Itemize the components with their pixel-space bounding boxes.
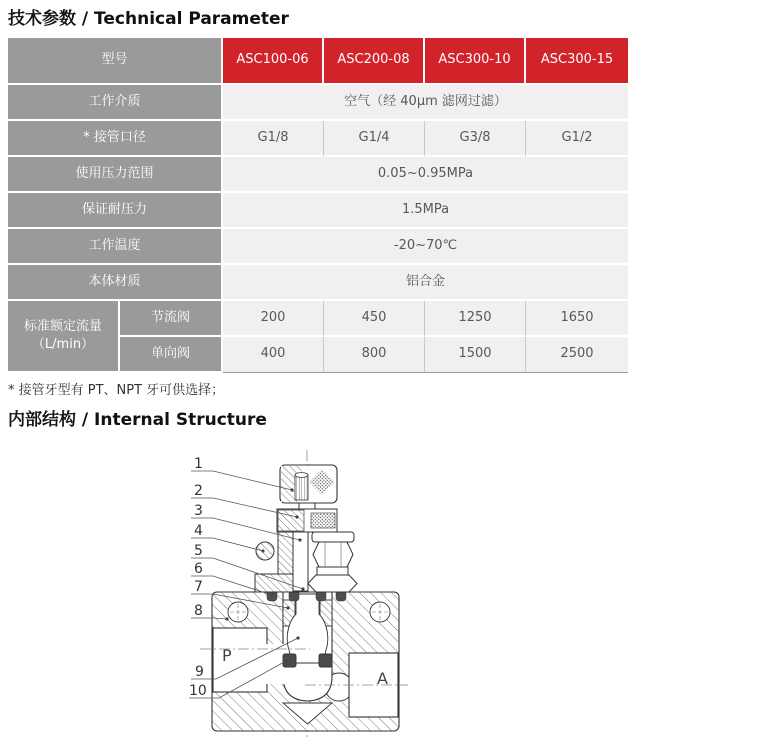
bonnet-plate — [312, 532, 354, 542]
lock-nut-knurl — [311, 513, 335, 528]
internal-cartridge — [283, 594, 332, 667]
row-value: 1650 — [526, 301, 628, 337]
table-row-port-size — [8, 121, 628, 157]
technical-parameter-table — [8, 38, 628, 373]
table-header-row — [8, 38, 628, 85]
flow-group-label-line1: 标准额定流量 — [23, 319, 102, 335]
row-value: 0.05~0.95MPa — [223, 157, 628, 193]
callout-8: 8 — [194, 603, 203, 619]
internal-structure-diagram — [0, 440, 760, 740]
table-row-body-material — [8, 265, 628, 301]
callout-7: 7 — [194, 579, 203, 595]
lock-nut — [277, 503, 337, 532]
port-a-label: A — [377, 669, 388, 688]
callout-4: 4 — [194, 523, 203, 539]
row-value: 2500 — [526, 337, 628, 373]
port-p-label: P — [222, 646, 232, 665]
internal-structure-title: 内部结构 / Internal Structure — [8, 410, 267, 430]
model-header-cell: 型号 — [8, 38, 223, 85]
needle-stem-hatched — [278, 532, 293, 574]
flow-group-label-line2: （L/min） — [31, 337, 95, 352]
row-value: 450 — [324, 301, 425, 337]
callout-3: 3 — [194, 503, 203, 519]
row-value: G1/8 — [223, 121, 324, 157]
table-row-temperature — [8, 229, 628, 265]
table-row-flow-throttle — [8, 301, 628, 337]
row-value: 200 — [223, 301, 324, 337]
table-row-medium — [8, 85, 628, 121]
row-value: 铝合金 — [223, 265, 628, 301]
stem-ball — [256, 542, 274, 560]
row-value: G1/2 — [526, 121, 628, 157]
bonnet-hex-upper — [313, 542, 353, 567]
callout-10: 10 — [189, 683, 207, 699]
row-label: 本体材质 — [8, 265, 223, 301]
bonnet-neck — [317, 567, 348, 575]
row-value: G3/8 — [425, 121, 526, 157]
technical-parameter-title: 技术参数 / Technical Parameter — [8, 9, 289, 29]
model-cell-asc300-10: ASC300-10 — [425, 38, 526, 85]
row-label: 使用压力范围 — [8, 157, 223, 193]
row-sublabel: 节流阀 — [120, 301, 223, 337]
row-value: -20~70℃ — [223, 229, 628, 265]
callout-5: 5 — [194, 543, 203, 559]
bonnet-hex-lower — [308, 575, 357, 592]
callout-2: 2 — [194, 483, 203, 499]
row-value: 800 — [324, 337, 425, 373]
knob-screw-knurl — [295, 475, 308, 500]
callout-numbers — [189, 456, 207, 699]
model-cell-asc100-06: ASC100-06 — [223, 38, 324, 85]
row-value: G1/4 — [324, 121, 425, 157]
model-cell-asc300-15: ASC300-15 — [526, 38, 628, 85]
table-row-proof-pressure — [8, 193, 628, 229]
row-label: 保证耐压力 — [8, 193, 223, 229]
row-value: 1250 — [425, 301, 526, 337]
seat-seal-right — [319, 654, 332, 667]
stem-and-bonnet — [255, 531, 357, 592]
row-value: 400 — [223, 337, 324, 373]
callout-1: 1 — [194, 456, 203, 472]
row-value: 1500 — [425, 337, 526, 373]
row-label: * 接管口径 — [8, 121, 223, 157]
flow-group-label — [8, 301, 120, 373]
callout-9: 9 — [195, 664, 204, 680]
adjustment-knob — [280, 465, 337, 503]
model-cell-asc200-08: ASC200-08 — [324, 38, 425, 85]
footnote: * 接管牙型有 PT、NPT 牙可供选择； — [8, 383, 225, 398]
row-value: 空气（经 40μm 滤网过滤） — [223, 85, 628, 121]
table-row-pressure-range — [8, 157, 628, 193]
callout-6: 6 — [194, 561, 203, 577]
row-value: 1.5MPa — [223, 193, 628, 229]
row-label: 工作介质 — [8, 85, 223, 121]
row-label: 工作温度 — [8, 229, 223, 265]
row-sublabel: 单向阀 — [120, 337, 223, 373]
